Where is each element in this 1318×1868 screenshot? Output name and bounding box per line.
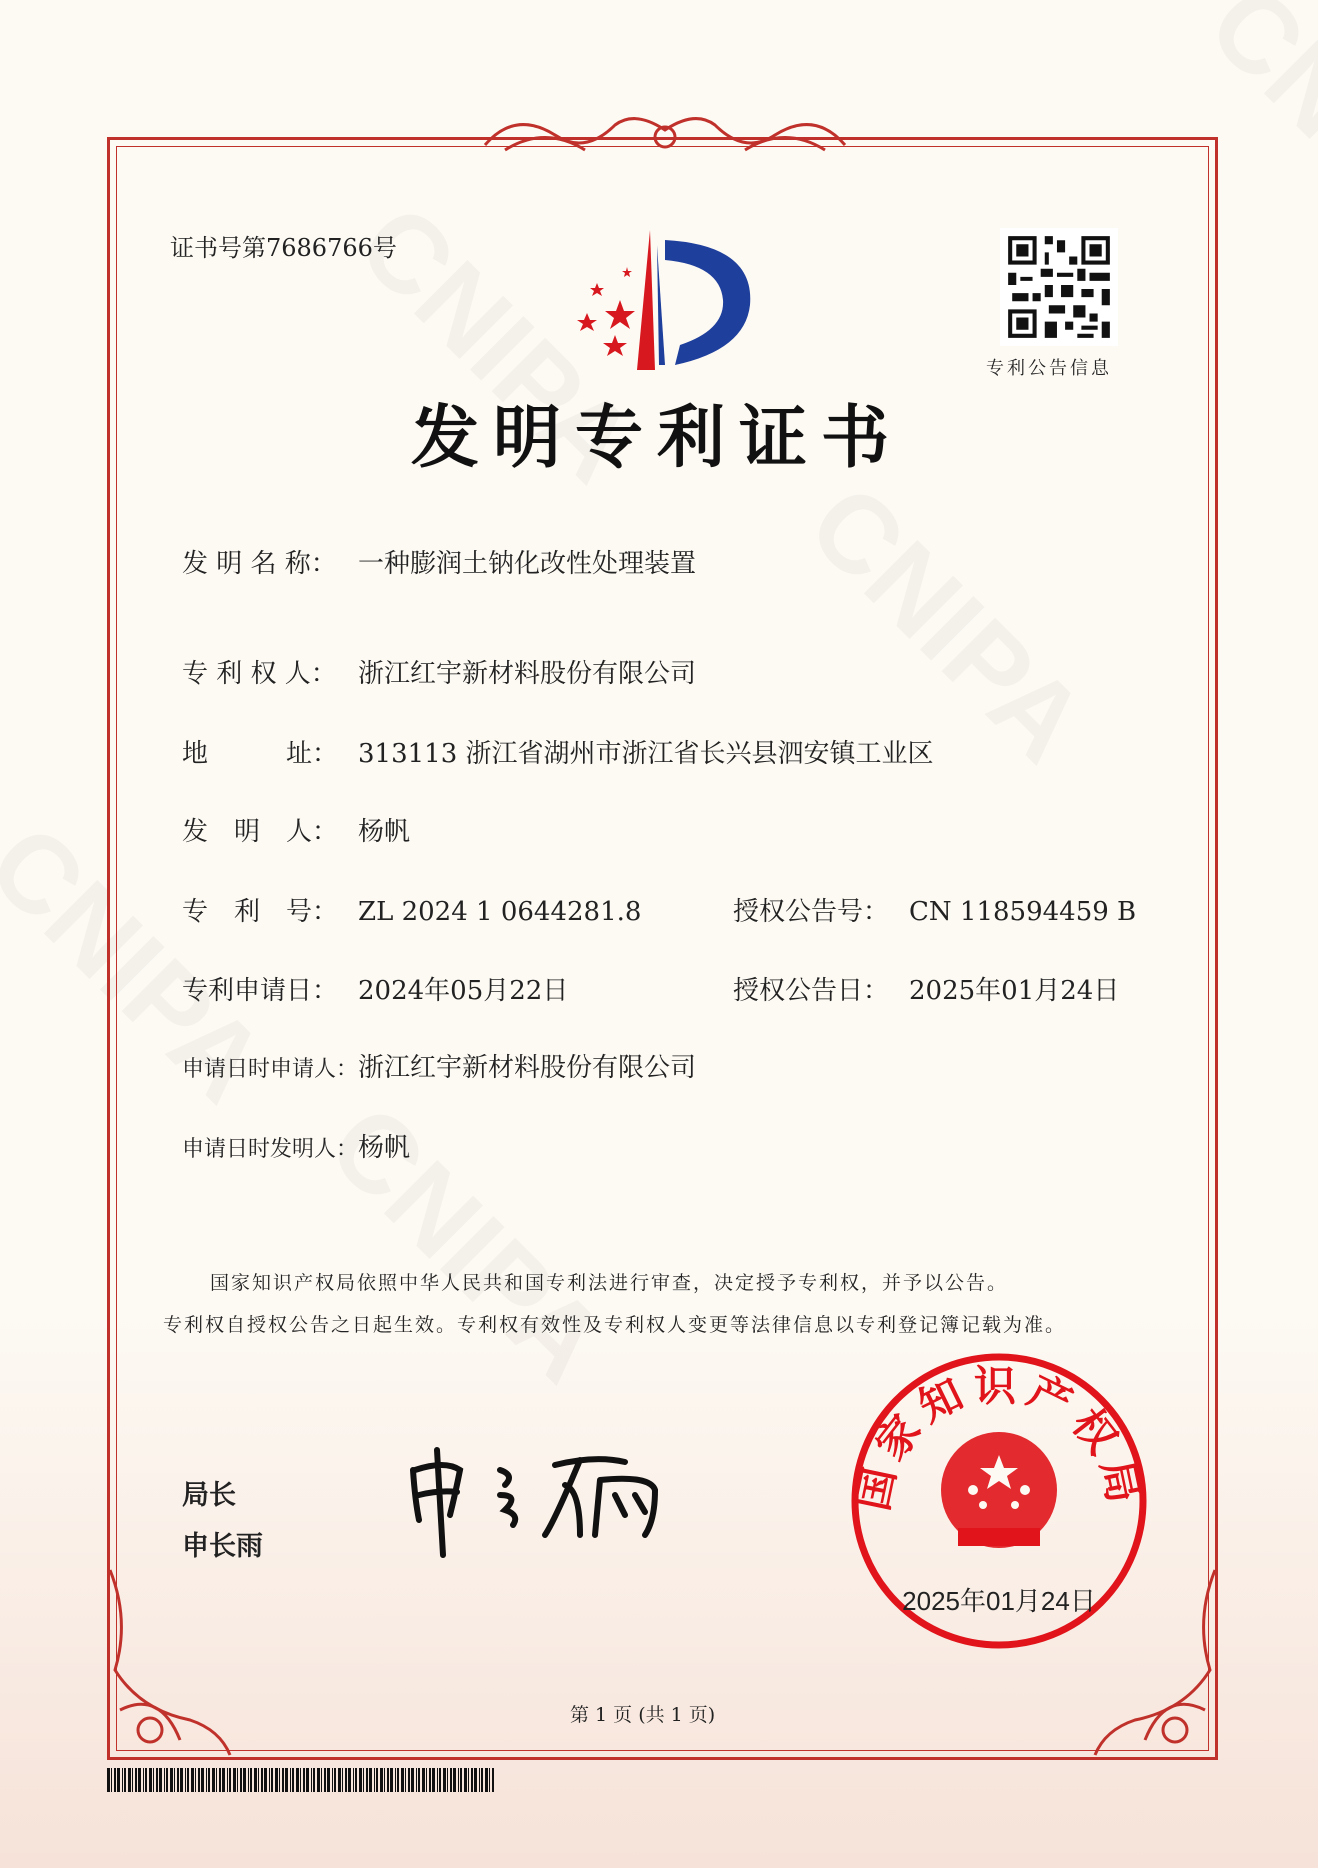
director-title: 局长 xyxy=(182,1480,236,1511)
barcode-bar xyxy=(479,1768,480,1792)
barcode-bar xyxy=(143,1768,144,1792)
field-value: 2025年01月24日 xyxy=(909,976,1120,1006)
barcode-bar xyxy=(170,1768,173,1792)
barcode-bar xyxy=(124,1768,126,1792)
barcode-bar xyxy=(227,1768,228,1792)
certificate-number: 证书号第7686766号 xyxy=(170,234,397,262)
field-value: 浙江红宇新材料股份有限公司 xyxy=(358,1053,697,1083)
barcode-bar xyxy=(206,1768,207,1792)
barcode-bar xyxy=(164,1768,165,1792)
barcode xyxy=(107,1768,497,1792)
field-patent-number xyxy=(182,891,641,928)
barcode-bar xyxy=(481,1768,483,1792)
barcode-bar xyxy=(492,1768,494,1792)
barcode-bar xyxy=(439,1768,441,1792)
barcode-bar xyxy=(317,1768,320,1792)
barcode-bar xyxy=(380,1768,383,1792)
field-grant-publication-date xyxy=(733,970,1119,1007)
barcode-bar xyxy=(153,1768,154,1792)
field-invention-name xyxy=(182,543,696,580)
barcode-bar xyxy=(269,1768,270,1792)
barcode-bar xyxy=(489,1768,490,1792)
barcode-bar xyxy=(432,1768,435,1792)
barcode-bar xyxy=(159,1768,162,1792)
barcode-bar xyxy=(216,1768,217,1792)
barcode-bar xyxy=(464,1768,467,1792)
director-signature xyxy=(405,1440,685,1560)
barcode-bar xyxy=(405,1768,406,1792)
barcode-bar xyxy=(233,1768,236,1792)
qr-label: 专利公告信息 xyxy=(986,358,1112,379)
barcode-bar xyxy=(212,1768,215,1792)
barcode-bar xyxy=(254,1768,257,1792)
barcode-bar xyxy=(390,1768,393,1792)
barcode-bar xyxy=(195,1768,196,1792)
barcode-bar xyxy=(240,1768,242,1792)
barcode-bar xyxy=(250,1768,252,1792)
field-patentee xyxy=(182,653,696,690)
barcode-bar xyxy=(363,1768,364,1792)
barcode-bar xyxy=(416,1768,417,1792)
field-label: 地 址： xyxy=(182,739,339,769)
barcode-bar xyxy=(408,1768,410,1792)
barcode-bar xyxy=(458,1768,459,1792)
barcode-bar xyxy=(135,1768,137,1792)
barcode-bar xyxy=(258,1768,259,1792)
barcode-bar xyxy=(177,1768,179,1792)
field-label: 授权公告日： xyxy=(733,976,890,1006)
barcode-bar xyxy=(338,1768,341,1792)
field-label: 申请日时发明人： xyxy=(182,1137,359,1162)
barcode-bar xyxy=(359,1768,362,1792)
barcode-bar xyxy=(334,1768,336,1792)
barcode-bar xyxy=(366,1768,368,1792)
barcode-bar xyxy=(355,1768,357,1792)
barcode-bar xyxy=(353,1768,354,1792)
barcode-bar xyxy=(261,1768,263,1792)
field-value: 浙江红宇新材料股份有限公司 xyxy=(358,659,697,689)
field-value: 313113 浙江省湖州市浙江省长兴县泗安镇工业区 xyxy=(358,739,934,769)
qr-code-image xyxy=(1000,228,1118,346)
field-application-date xyxy=(182,970,568,1007)
field-grant-publication-number xyxy=(733,891,1136,928)
barcode-bar xyxy=(460,1768,462,1792)
field-applicant-at-filing xyxy=(182,1047,696,1084)
barcode-bar xyxy=(348,1768,351,1792)
barcode-bar xyxy=(243,1768,246,1792)
notice-line: 专利权自授权公告之日起生效。专利权有效性及专利权人变更等法律信息以专利登记簿记载为准。 xyxy=(163,1314,1067,1336)
barcode-bar xyxy=(292,1768,294,1792)
barcode-bar xyxy=(145,1768,147,1792)
barcode-bar xyxy=(429,1768,431,1792)
barcode-bar xyxy=(180,1768,183,1792)
barcode-bar xyxy=(149,1768,152,1792)
barcode-bar xyxy=(332,1768,333,1792)
barcode-bar xyxy=(219,1768,221,1792)
barcode-bar xyxy=(321,1768,322,1792)
seal-text: 国家知识产权局 xyxy=(848,1361,1150,1515)
barcode-bar xyxy=(324,1768,326,1792)
barcode-bar xyxy=(422,1768,425,1792)
barcode-bar xyxy=(166,1768,168,1792)
barcode-bar xyxy=(401,1768,404,1792)
qr-code[interactable] xyxy=(1000,228,1118,346)
barcode-bar xyxy=(156,1768,158,1792)
barcode-bar xyxy=(271,1768,273,1792)
barcode-bar xyxy=(208,1768,210,1792)
barcode-bar xyxy=(303,1768,305,1792)
barcode-bar xyxy=(313,1768,315,1792)
field-label: 发 明 人： xyxy=(182,817,339,847)
barcode-bar xyxy=(418,1768,420,1792)
barcode-bar xyxy=(376,1768,378,1792)
official-seal xyxy=(848,1350,1150,1652)
field-value: 杨帆 xyxy=(358,817,411,847)
page-title: 发明专利证书 xyxy=(411,398,904,478)
field-label: 申请日时申请人： xyxy=(182,1057,359,1082)
barcode-bar xyxy=(342,1768,343,1792)
barcode-bar xyxy=(185,1768,186,1792)
field-label: 发 明 名 称： xyxy=(182,549,337,579)
barcode-bar xyxy=(107,1768,110,1792)
barcode-bar xyxy=(374,1768,375,1792)
barcode-bar xyxy=(474,1768,477,1792)
notice-line: 国家知识产权局依照中华人民共和国专利法进行审查，决定授予专利权，并予以公告。 xyxy=(210,1272,1009,1294)
barcode-bar xyxy=(411,1768,414,1792)
barcode-bar xyxy=(450,1768,452,1792)
barcode-bar xyxy=(468,1768,469,1792)
barcode-bar xyxy=(198,1768,200,1792)
barcode-bar xyxy=(447,1768,448,1792)
barcode-bar xyxy=(453,1768,456,1792)
field-value: ZL 2024 1 0644281.8 xyxy=(358,897,642,927)
barcode-bar xyxy=(279,1768,280,1792)
barcode-bar xyxy=(138,1768,141,1792)
field-address xyxy=(182,733,934,770)
field-value: 2024年05月22日 xyxy=(358,976,569,1006)
barcode-bar xyxy=(300,1768,301,1792)
seal-date: 2025年01月24日 xyxy=(902,1586,1096,1616)
corner-ornament-left xyxy=(100,1560,240,1760)
barcode-bar xyxy=(327,1768,330,1792)
barcode-bar xyxy=(395,1768,396,1792)
field-inventor-at-filing xyxy=(182,1127,410,1164)
field-value: CN 118594459 B xyxy=(909,897,1137,927)
barcode-bar xyxy=(187,1768,189,1792)
barcode-bar xyxy=(369,1768,372,1792)
barcode-bar xyxy=(229,1768,231,1792)
barcode-bar xyxy=(311,1768,312,1792)
barcode-bar xyxy=(485,1768,488,1792)
field-inventor xyxy=(182,811,410,848)
barcode-bar xyxy=(191,1768,194,1792)
field-value: 杨帆 xyxy=(358,1133,411,1163)
barcode-bar xyxy=(114,1768,116,1792)
barcode-bar xyxy=(437,1768,438,1792)
barcode-bar xyxy=(387,1768,389,1792)
director-name: 申长雨 xyxy=(182,1531,263,1562)
field-label: 专 利 号： xyxy=(182,897,339,927)
barcode-bar xyxy=(296,1768,299,1792)
field-label: 专利申请日： xyxy=(182,976,339,1006)
barcode-bar xyxy=(275,1768,278,1792)
barcode-bar xyxy=(384,1768,385,1792)
barcode-bar xyxy=(122,1768,123,1792)
barcode-bar xyxy=(237,1768,238,1792)
barcode-bar xyxy=(306,1768,309,1792)
barcode-bar xyxy=(174,1768,175,1792)
barcode-bar xyxy=(282,1768,284,1792)
field-label: 授权公告号： xyxy=(733,897,890,927)
top-ornament xyxy=(475,105,855,165)
barcode-bar xyxy=(222,1768,225,1792)
page-number: 第 1 页 (共 1 页) xyxy=(570,1704,716,1726)
barcode-bar xyxy=(290,1768,291,1792)
barcode-bar xyxy=(397,1768,399,1792)
barcode-bar xyxy=(443,1768,446,1792)
field-value: 一种膨润土钠化改性处理装置 xyxy=(358,549,697,579)
cnipa-logo xyxy=(565,225,765,375)
barcode-bar xyxy=(345,1768,347,1792)
barcode-bar xyxy=(471,1768,473,1792)
barcode-bar xyxy=(264,1768,267,1792)
barcode-bar xyxy=(285,1768,288,1792)
barcode-bar xyxy=(128,1768,131,1792)
barcode-bar xyxy=(248,1768,249,1792)
barcode-bar xyxy=(201,1768,204,1792)
barcode-bar xyxy=(426,1768,427,1792)
field-label: 专 利 权 人： xyxy=(182,659,337,689)
barcode-bar xyxy=(132,1768,133,1792)
barcode-bar xyxy=(111,1768,112,1792)
barcode-bar xyxy=(117,1768,120,1792)
